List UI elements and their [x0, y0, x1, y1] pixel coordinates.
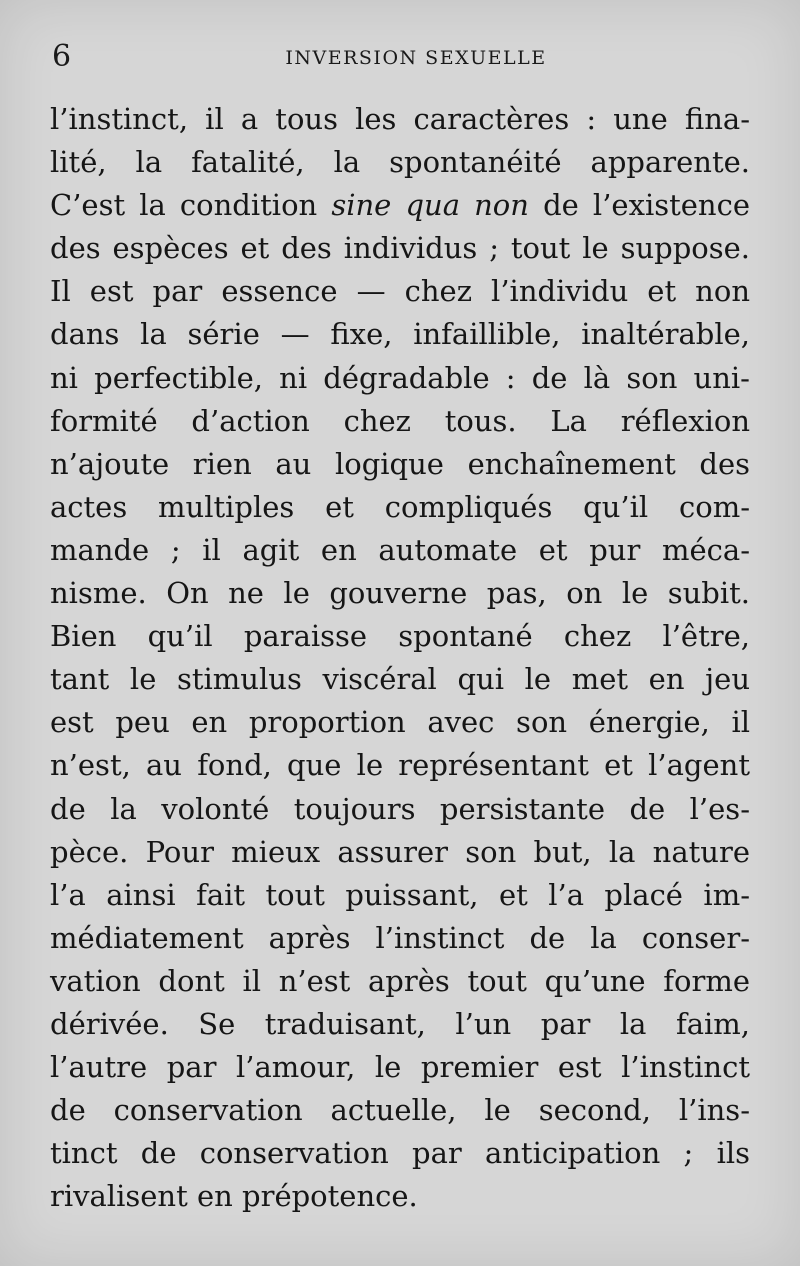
body-text [50, 98, 750, 1218]
text-line: l’a ainsi fait tout puissant, et l’a placé im- [50, 877, 750, 912]
text-line: dans la série — fixe, infaillible, inaltérable, [50, 317, 750, 352]
text-line: Il est par essence — chez l’individu et non [50, 274, 750, 309]
text-line: tinct de conservation par anticipation ; ils [50, 1136, 750, 1171]
text-line: des espèces et des individus ; tout le suppose. [50, 231, 750, 266]
running-head [52, 40, 750, 74]
text-line: Bien qu’il paraisse spontané chez l’être, [50, 619, 750, 654]
text-line: l’autre par l’amour, le premier est l’instinct [50, 1050, 750, 1085]
text-line: n’est, au fond, que le représentant et l’agent [50, 748, 750, 783]
italic-phrase: sine qua non [331, 188, 529, 223]
text-line: ni perfectible, ni dégradable : de là son uni- [50, 360, 750, 395]
text-line: de conservation actuelle, le second, l’ins- [50, 1093, 750, 1128]
text-line: de la volonté toujours persistante de l’es- [50, 791, 750, 826]
text-line: est peu en proportion avec son énergie, il [50, 705, 750, 740]
text-segment: C’est la condition [50, 188, 332, 223]
text-line: nisme. On ne le gouverne pas, on le subit. [50, 576, 750, 611]
text-line: pèce. Pour mieux assurer son but, la nature [50, 834, 750, 869]
text-line: n’ajoute rien au logique enchaînement des [50, 446, 750, 481]
text-line [50, 184, 750, 227]
running-title: INVERSION SEXUELLE [285, 47, 547, 69]
text-line: dérivée. Se traduisant, l’un par la faim, [50, 1006, 750, 1041]
page-number: 6 [52, 39, 72, 74]
text-segment: de l’existence [528, 188, 751, 223]
text-line: vation dont il n’est après tout qu’une forme [50, 963, 750, 998]
text-line: lité, la fatalité, la spontanéité apparente. [50, 145, 750, 180]
text-line: actes multiples et compliqués qu’il com- [50, 489, 750, 524]
text-line: mande ; il agit en automate et pur méca- [50, 532, 750, 567]
text-line: rivalisent en prépotence. [50, 1179, 418, 1214]
text-line: médiatement après l’instinct de la conser- [50, 920, 750, 955]
text-line: tant le stimulus viscéral qui le met en jeu [50, 662, 750, 697]
text-line: formité d’action chez tous. La réflexion [50, 403, 750, 438]
text-line: l’instinct, il a tous les caractères : une fina- [50, 102, 750, 136]
